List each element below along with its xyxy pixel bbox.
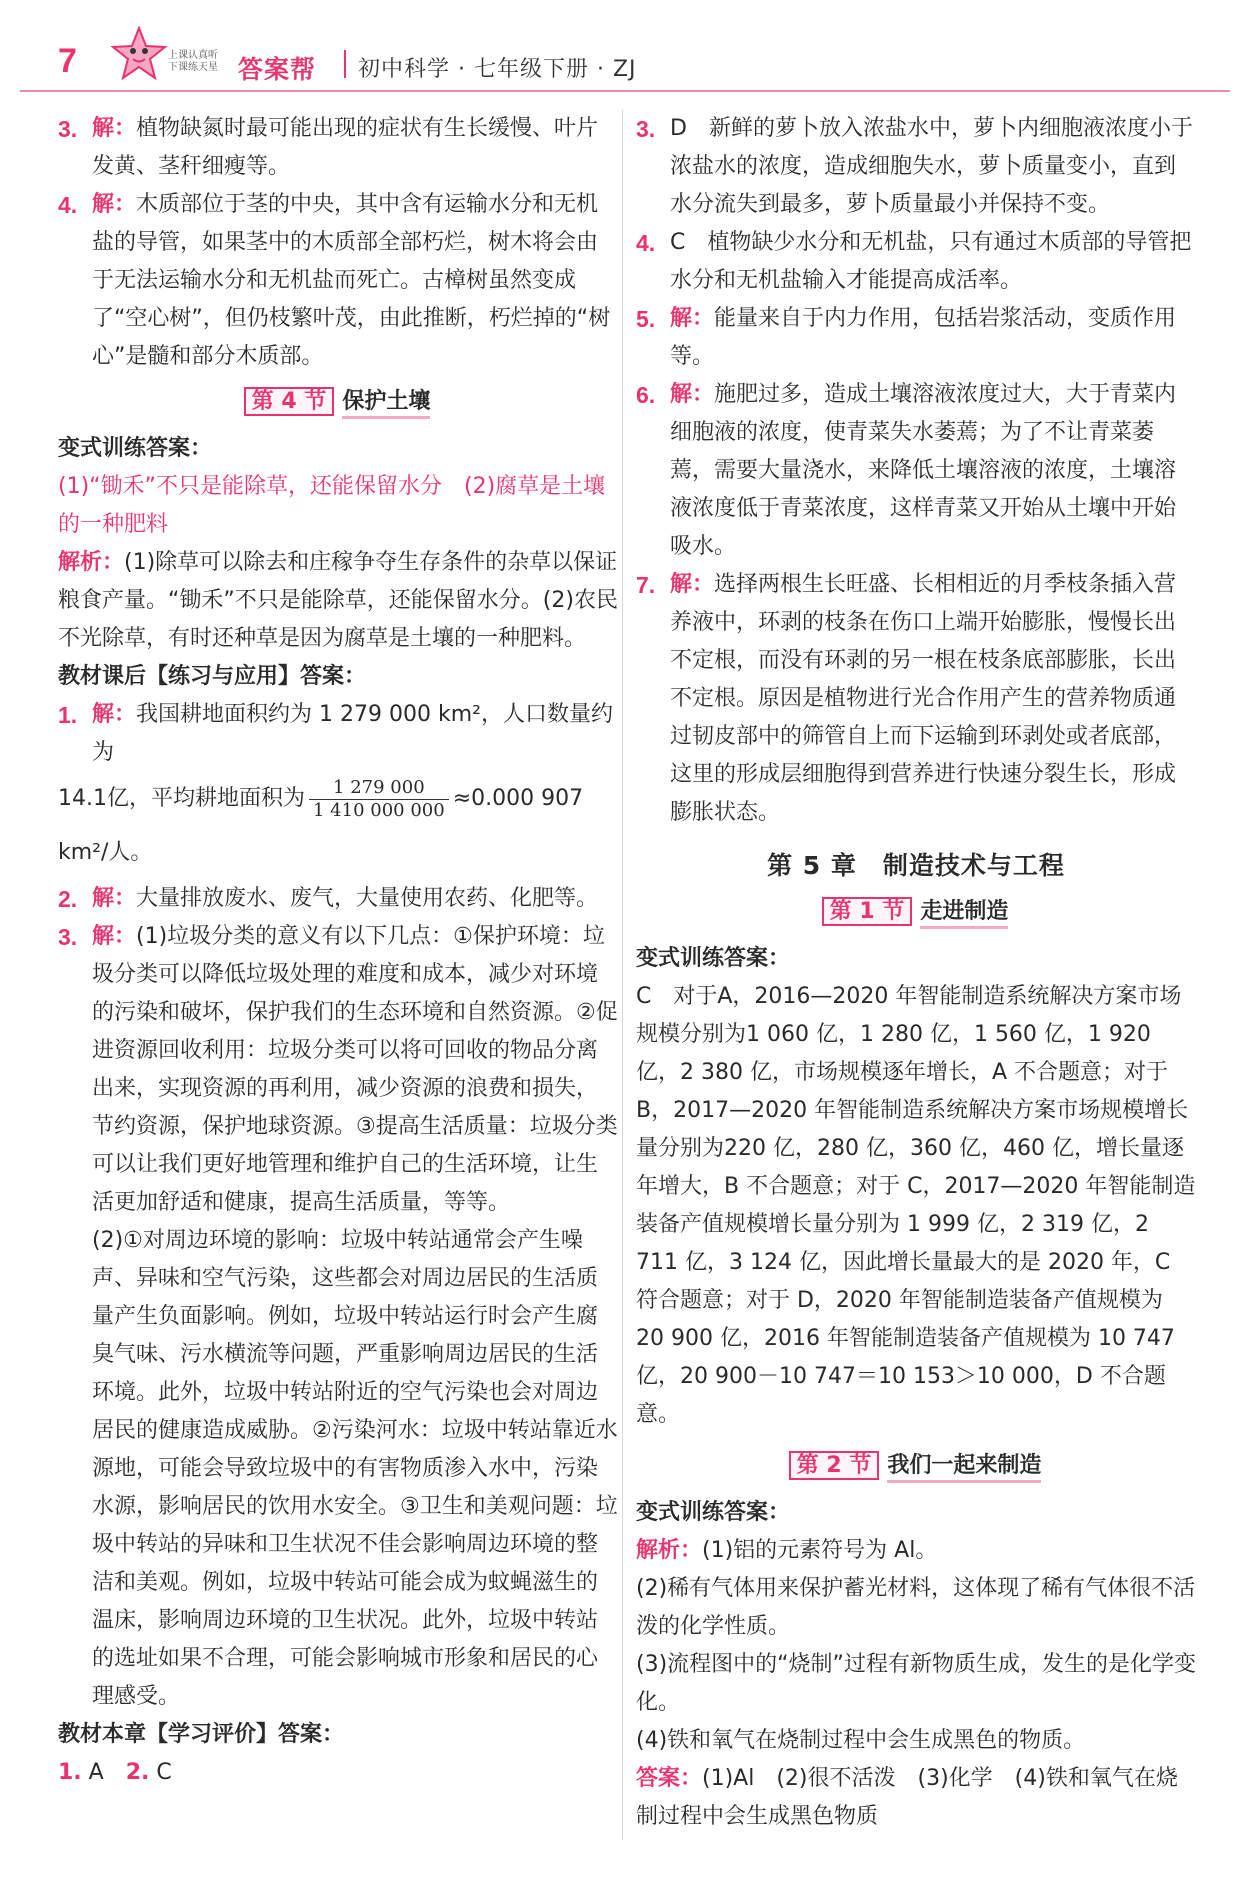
- page-header: [0, 0, 1250, 95]
- section-heading-2: [636, 1446, 1196, 1488]
- final-answer: [636, 1760, 1196, 1836]
- textbook-title: 教材课后【练习与应用】答案：: [58, 664, 367, 689]
- variant-answer-1: (1)“锄禾”不只是能除草，还能保留水分: [58, 474, 442, 499]
- answer-label: 解：: [670, 306, 715, 331]
- analysis-text: (1)除草可以除去和庄稼争夺生存条件的杂草以保证粮食产量。“锄禾”不只是能除草，还能保留水分。(2)农民不光除草，有时还种草是因为腐草是土壤的一种肥料。: [58, 550, 618, 651]
- book-title: 初中科学 · 七年级下册 · ZJ: [358, 57, 637, 82]
- answer-text: 大量排放废水、废气，大量使用农药、化肥等。: [136, 886, 599, 911]
- slogan-line-1: 上课认真听: [168, 50, 218, 61]
- analysis-line-4: (4)铁和氧气在烧制过程中会生成黑色的物质。: [636, 1728, 1086, 1753]
- fraction-suffix: ≈0.000 907 km²/人。: [58, 786, 584, 865]
- item-number: 3.: [636, 116, 656, 142]
- variant-title: 变式训练答案：: [636, 946, 791, 971]
- answer-label: 解：: [92, 924, 137, 949]
- analysis-line-3: (3)流程图中的“烧制”过程有新物质生成，发生的是化学变化。: [636, 1652, 1196, 1715]
- answer-label: 解：: [670, 382, 715, 407]
- answer-label: 解：: [670, 572, 715, 597]
- header-rule: [20, 90, 1230, 92]
- right-item-4: [636, 224, 1196, 300]
- right-item-3: [636, 110, 1196, 224]
- section-name: 保护土壤: [342, 389, 430, 419]
- section1-answer: C 对于A，2016—2020 年智能制造系统解决方案市场规模分别为1 060 亿，1 280 亿，1 560 亿，1 920 亿，2 380 亿，市场规模逐年增长，A 不合题意；对于 B，2017—2020 年智能制造系统解决方案市场规模增长量分别为220 亿，280 亿，360 亿，460 亿，增长量逐年增大，B 不合题意；对于 C，2017—2020 年智能制造装备产值规模增长量分别为 1 999 亿，2 319 亿，2 711 亿，3 124 亿，因此增长量最大的是 2020 年，C 符合题意；对于 D，2020 年智能制造装备产值规模为 20 900 亿，2016 年智能制造装备产值规模为 10 747 亿，20 900－10 747＝10 153＞10 000，D 不合题意。: [636, 984, 1196, 1427]
- item-number: 4.: [636, 230, 656, 256]
- item-number: 4.: [58, 192, 78, 218]
- chapter-eval-answers: [58, 1754, 618, 1792]
- slogan-line-2: 下课练天星: [168, 62, 218, 73]
- textbook-item-3-part-2: (2)①对周边环境的影响：垃圾中转站通常会产生噪声、异味和空气污染，这些都会对周边居民的生活质量产生负面影响。例如，垃圾中转站运行时会产生腐臭气味、污水横流等问题，严重影响周边居民的生活环境。此外，垃圾中转站附近的空气污染也会对周边居民的健康造成威胁。②污染河水：垃圾中转站靠近水源地，可能会导致垃圾中的有害物质渗入水中，污染水源，影响居民的饮用水安全。③卫生和美观问题：垃圾中转站的异味和卫生状况不佳会影响周边环境的整洁和美观。例如，垃圾中转站可能会成为蚊蝇滋生的温床，影响周边环境的卫生状况。此外，垃圾中转站的选址如果不合理，可能会影响城市形象和居民的心理感受。: [92, 1228, 618, 1709]
- item-number: 2.: [58, 886, 78, 912]
- section-heading-4: [58, 382, 618, 424]
- item-number: 7.: [636, 572, 656, 598]
- section-name: 我们一起来制造: [887, 1453, 1041, 1483]
- analysis-line-2: (2)稀有气体用来保护蓄光材料，这体现了稀有气体很不活泼的化学性质。: [636, 1576, 1196, 1639]
- section-tag: 第 2 节: [789, 1451, 880, 1480]
- answer-text: 选择两根生长旺盛、长相相近的月季枝条插入营养液中，环剥的枝条在伤口上端开始膨胀，慢慢长出不定根，而没有环剥的另一根在枝条底部膨胀，长出不定根。原因是植物进行光合作用产生的营养物质通过韧皮部中的筛管自上而下运输到环剥处或者底部，这里的形成层细胞得到营养进行快速分裂生长，形成膨胀状态。: [670, 572, 1177, 825]
- item-number: 3.: [58, 116, 78, 142]
- analysis-label: 解析：: [636, 1538, 703, 1563]
- header-separator: [344, 50, 346, 78]
- answer-label: 解：: [92, 702, 137, 727]
- eval-number-1: 1.: [58, 1760, 82, 1785]
- textbook-item-3: [58, 918, 618, 1222]
- answer-label: 解：: [92, 886, 137, 911]
- star-mascot-icon: [110, 26, 168, 86]
- variant-answer: [58, 468, 618, 544]
- item-number: 3.: [58, 924, 78, 950]
- left-column: [58, 110, 618, 1792]
- analysis-text: (1)铝的元素符号为 Al。: [702, 1538, 938, 1563]
- textbook-item-1: [58, 696, 618, 772]
- fraction-denominator: 1 410 000 000: [313, 799, 445, 821]
- answer-text: 植物缺氮时最可能出现的症状有生长缓慢、叶片发黄、茎秆细瘦等。: [92, 116, 599, 179]
- slogan: [168, 50, 230, 74]
- item-number: 6.: [636, 382, 656, 408]
- item-number: 5.: [636, 306, 656, 332]
- right-item-5: [636, 300, 1196, 376]
- fraction-line: [58, 772, 618, 880]
- answer-label: 解：: [92, 116, 137, 141]
- section-heading-1: [636, 892, 1196, 934]
- eval-answer-2: C: [156, 1760, 172, 1785]
- answer-text: (1)垃圾分类的意义有以下几点：①保护环境：垃圾分类可以降低垃圾处理的难度和成本，减少对环境的污染和破坏，保护我们的生态环境和自然资源。②促进资源回收利用：垃圾分类可以将可回收的物品分离出来，实现资源的再利用，减少资源的浪费和损失，节约资源，保护地球资源。③提高生活质量：垃圾分类可以让我们更好地管理和维护自己的生活环境，让生活更加舒适和健康，提高生活质量，等等。: [92, 924, 618, 1215]
- chapter-eval-title: 教材本章【学习评价】答案：: [58, 1722, 345, 1747]
- analysis-label: 解析：: [58, 550, 125, 575]
- eval-answer-1: A: [88, 1760, 104, 1785]
- answer-text: 木质部位于茎的中央，其中含有运输水分和无机盐的导管，如果茎中的木质部全部朽烂，树木将会由于无法运输水分和无机盐而死亡。古樟树虽然变成了“空心树”，但仍枝繁叶茂，由此推断，朽烂掉的“树心”是髓和部分木质部。: [92, 192, 611, 369]
- answer-text: 能量来自于内力作用，包括岩浆活动，变质作用等。: [670, 306, 1177, 369]
- fraction-prefix: 14.1亿，平均耕地面积为: [58, 786, 305, 811]
- answer-text: D 新鲜的萝卜放入浓盐水中，萝卜内细胞液浓度小于浓盐水的浓度，造成细胞失水，萝卜质量变小，直到水分流失到最多，萝卜质量最小并保持不变。: [670, 116, 1193, 217]
- fraction-numerator: 1 279 000: [309, 777, 449, 800]
- answer-text: 施肥过多，造成土壤溶液浓度过大，大于青菜内细胞液的浓度，使青菜失水萎蔫；为了不让青菜萎蔫，需要大量浇水，来降低土壤溶液的浓度，土壤溶液浓度低于青菜浓度，这样青菜又开始从土壤中开始吸水。: [670, 382, 1177, 559]
- answer-label: 答案：: [636, 1766, 703, 1791]
- answer-item-3: [58, 110, 618, 186]
- section-tag: 第 4 节: [244, 387, 335, 416]
- answer-text: C 植物缺少水分和无机盐，只有通过木质部的导管把水分和无机盐输入才能提高成活率。: [670, 230, 1192, 293]
- section-tag: 第 1 节: [822, 897, 913, 926]
- section-name: 走进制造: [920, 899, 1008, 929]
- variant-title: 变式训练答案：: [636, 1500, 791, 1525]
- analysis-line-1: [636, 1532, 1196, 1570]
- fraction: [309, 777, 449, 822]
- analysis: [58, 544, 618, 658]
- variant-title: 变式训练答案：: [58, 436, 213, 461]
- right-item-7: [636, 566, 1196, 832]
- chapter-title: 第 5 章 制造技术与工程: [767, 851, 1065, 880]
- textbook-item-2: [58, 880, 618, 918]
- eval-number-2: 2.: [125, 1760, 150, 1785]
- column-divider: [622, 110, 623, 1840]
- brand-name: 答案帮: [238, 55, 317, 84]
- item-number: 1.: [58, 702, 78, 728]
- right-column: [636, 110, 1196, 1836]
- answer-label: 解：: [92, 192, 137, 217]
- answer-text: 我国耕地面积约为 1 279 000 km²，人口数量约为: [92, 702, 613, 765]
- page-number: 7: [58, 42, 77, 80]
- variant-answer-2: (2)腐草是土壤的一种肥料: [58, 474, 606, 537]
- right-item-6: [636, 376, 1196, 566]
- answer-text: (1)Al (2)很不活泼 (3)化学 (4)铁和氧气在烧制过程中会生成黑色物质: [636, 1766, 1178, 1829]
- answer-item-4: [58, 186, 618, 376]
